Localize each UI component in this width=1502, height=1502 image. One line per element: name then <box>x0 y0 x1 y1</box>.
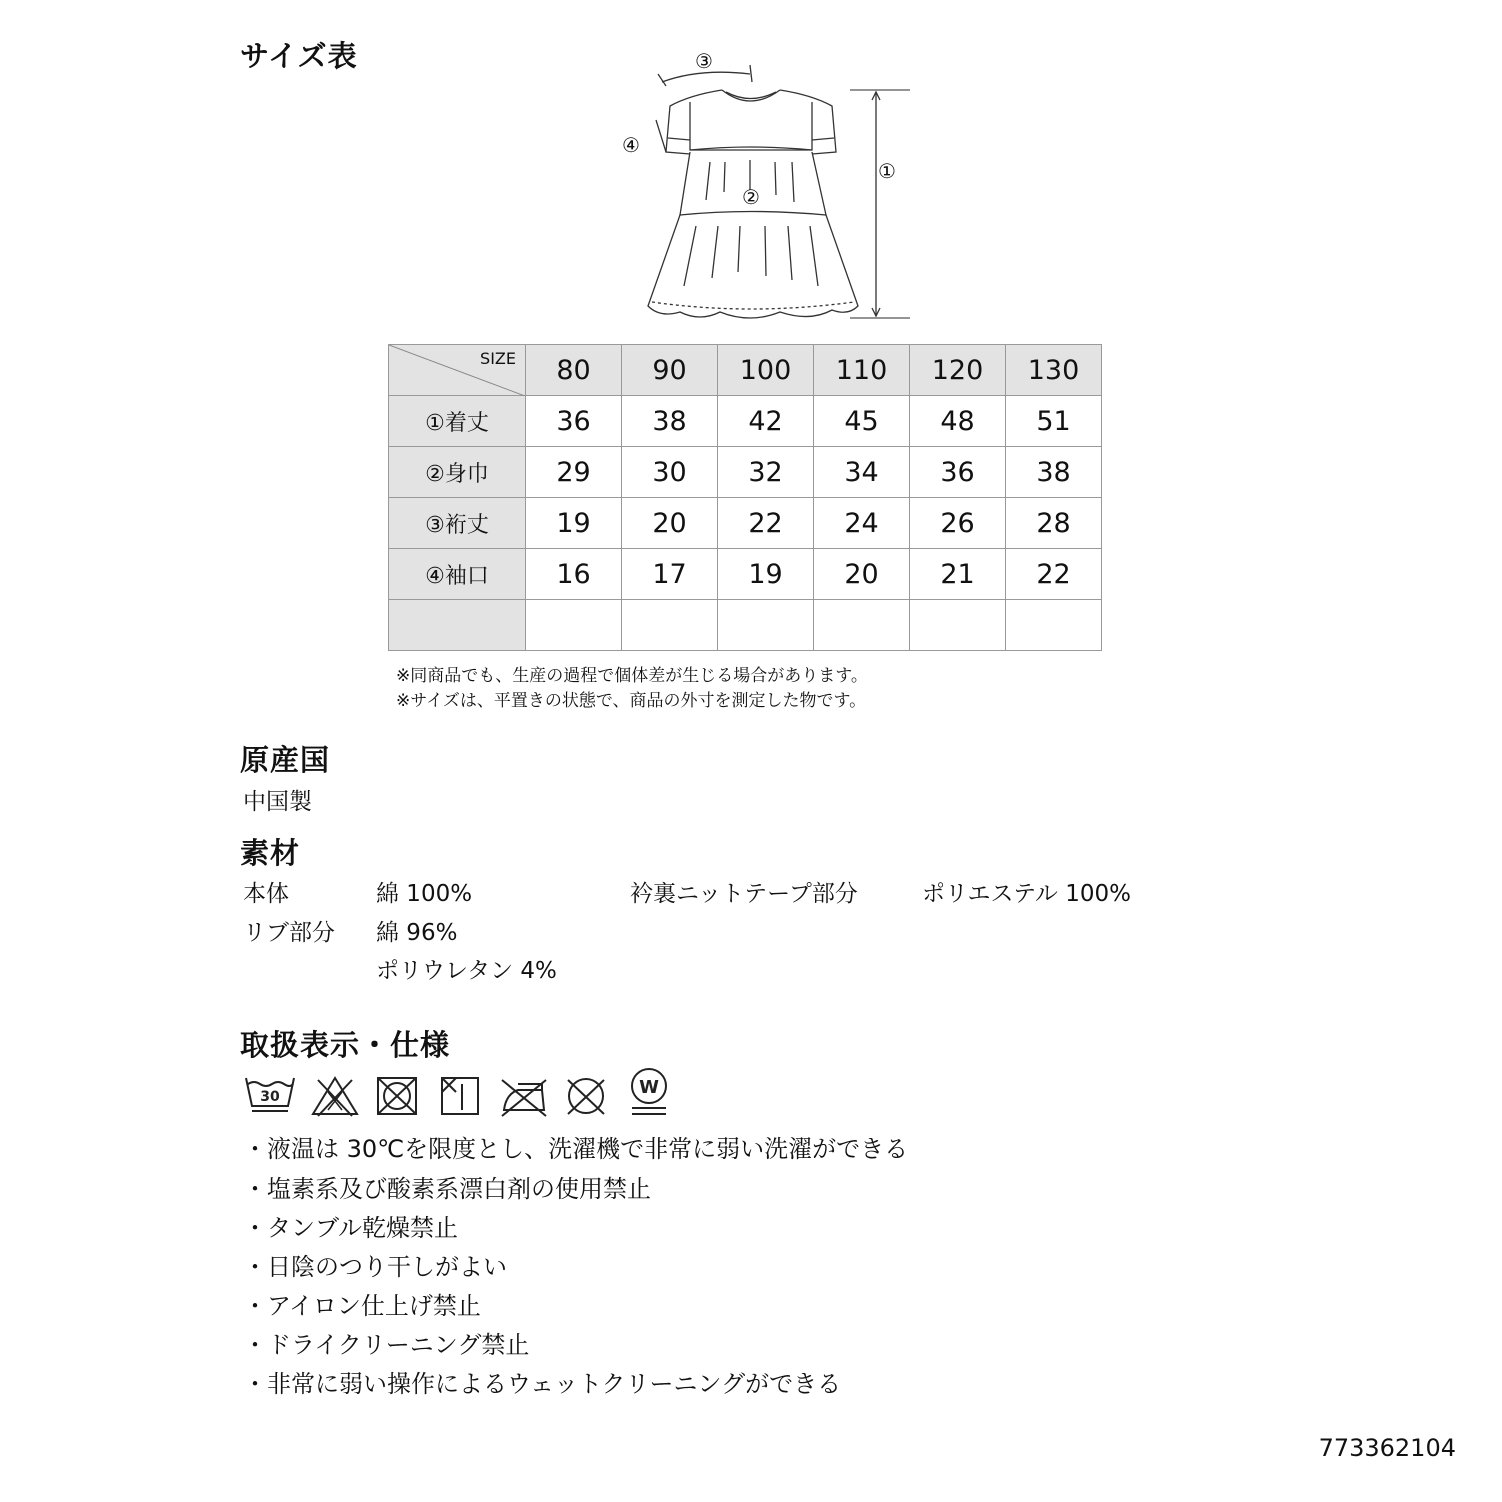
shade-line-dry-icon <box>438 1074 482 1118</box>
origin-title: 原産国 <box>240 743 331 777</box>
size-corner-label: SIZE <box>480 349 516 368</box>
size-header: 120 <box>910 345 1006 396</box>
material-title: 素材 <box>240 836 301 870</box>
care-instruction: ・ドライクリーニング禁止 <box>243 1331 530 1359</box>
table-cell: 20 <box>622 498 718 549</box>
row-label: ③裄丈 <box>389 498 526 549</box>
dress-measurement-diagram <box>600 40 930 330</box>
care-instruction: ・非常に弱い操作によるウェットクリーニングができる <box>243 1370 842 1398</box>
size-header: 130 <box>1006 345 1102 396</box>
size-table <box>388 344 1102 651</box>
row-label: ④袖口 <box>389 549 526 600</box>
table-row <box>389 396 1102 447</box>
diagram-marker-1: ① <box>878 159 896 183</box>
wash-temp-label: 30 <box>260 1089 280 1105</box>
size-header: 100 <box>718 345 814 396</box>
table-cell: 21 <box>910 549 1006 600</box>
table-cell <box>814 600 910 651</box>
table-cell: 36 <box>910 447 1006 498</box>
table-cell: 45 <box>814 396 910 447</box>
product-code: 773362104 <box>1318 1434 1456 1462</box>
row-label: ①着丈 <box>389 396 526 447</box>
wash-30-icon <box>244 1074 296 1118</box>
care-instruction: ・塩素系及び酸素系漂白剤の使用禁止 <box>243 1175 651 1203</box>
row-label: ②身巾 <box>389 447 526 498</box>
size-header-row <box>389 345 1102 396</box>
size-header: 80 <box>526 345 622 396</box>
care-instruction: ・液温は 30℃を限度とし、洗濯機で非常に弱い洗濯ができる <box>243 1135 909 1163</box>
table-cell: 26 <box>910 498 1006 549</box>
no-iron-icon <box>498 1074 550 1118</box>
diagram-marker-2: ② <box>742 185 760 209</box>
table-cell <box>910 600 1006 651</box>
material-body-value: 綿 100% <box>376 881 473 907</box>
table-cell: 28 <box>1006 498 1102 549</box>
material-rib-value-2: ポリウレタン 4% <box>376 958 557 984</box>
table-cell: 51 <box>1006 396 1102 447</box>
material-rib-value-1: 綿 96% <box>376 920 458 946</box>
table-cell: 20 <box>814 549 910 600</box>
table-cell: 30 <box>622 447 718 498</box>
size-header: 110 <box>814 345 910 396</box>
table-row <box>389 549 1102 600</box>
table-cell: 32 <box>718 447 814 498</box>
table-row-empty <box>389 600 1102 651</box>
table-cell: 29 <box>526 447 622 498</box>
row-label <box>389 600 526 651</box>
material-rib-label: リブ部分 <box>243 920 335 946</box>
material-collar-label: 衿裏ニットテープ部分 <box>630 881 858 907</box>
wet-clean-icon <box>626 1066 672 1120</box>
table-cell: 19 <box>526 498 622 549</box>
table-cell: 36 <box>526 396 622 447</box>
table-cell: 34 <box>814 447 910 498</box>
size-note-1: ※同商品でも、生産の過程で個体差が生じる場合があります。 <box>396 666 868 686</box>
table-cell <box>622 600 718 651</box>
care-instruction: ・アイロン仕上げ禁止 <box>243 1292 481 1320</box>
material-collar-value: ポリエステル 100% <box>922 881 1131 907</box>
table-cell: 24 <box>814 498 910 549</box>
table-cell: 19 <box>718 549 814 600</box>
size-section-title: サイズ表 <box>240 39 358 73</box>
table-cell <box>526 600 622 651</box>
no-bleach-icon <box>310 1074 360 1118</box>
size-header: 90 <box>622 345 718 396</box>
table-cell: 38 <box>622 396 718 447</box>
no-tumble-dry-icon <box>374 1074 420 1118</box>
care-title: 取扱表示・仕様 <box>240 1028 451 1062</box>
origin-value: 中国製 <box>243 789 312 815</box>
care-instruction: ・日陰のつり干しがよい <box>243 1253 507 1281</box>
size-note-2: ※サイズは、平置きの状態で、商品の外寸を測定した物です。 <box>396 691 867 711</box>
care-instruction: ・タンブル乾燥禁止 <box>243 1214 459 1242</box>
table-row <box>389 498 1102 549</box>
table-cell <box>718 600 814 651</box>
diagram-marker-3: ③ <box>695 49 713 73</box>
table-cell <box>1006 600 1102 651</box>
table-cell: 22 <box>718 498 814 549</box>
table-cell: 42 <box>718 396 814 447</box>
no-dry-clean-icon <box>562 1074 610 1118</box>
material-body-label: 本体 <box>243 881 289 907</box>
wet-clean-letter: W <box>639 1077 659 1098</box>
table-cell: 16 <box>526 549 622 600</box>
table-row <box>389 447 1102 498</box>
table-cell: 22 <box>1006 549 1102 600</box>
table-cell: 17 <box>622 549 718 600</box>
size-corner-cell <box>389 345 526 396</box>
table-cell: 38 <box>1006 447 1102 498</box>
diagram-marker-4: ④ <box>622 133 640 157</box>
table-cell: 48 <box>910 396 1006 447</box>
